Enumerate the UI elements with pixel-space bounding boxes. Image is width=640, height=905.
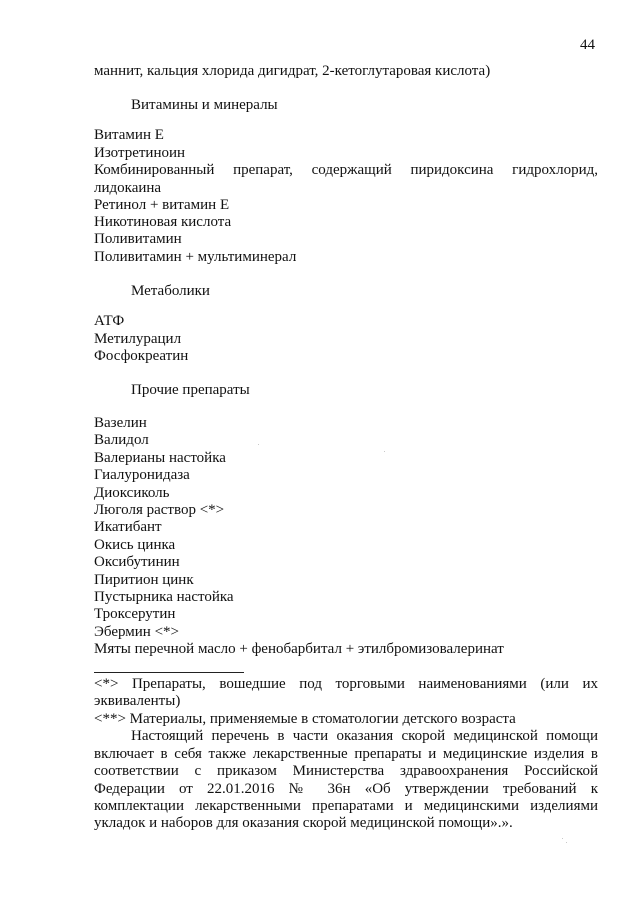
list-item: Пиритион цинк	[94, 572, 194, 588]
section-heading-other: Прочие препараты	[131, 382, 250, 398]
list-item: Валерианы настойка	[94, 450, 226, 466]
list-item: Пустырника настойка	[94, 589, 234, 605]
closing-paragraph-line: соответствии с приказом Министерства здравоохранения Российской	[94, 763, 598, 779]
closing-paragraph-line: Настоящий перечень в части оказания скорой медицинской помощи	[131, 728, 598, 744]
list-item: Вазелин	[94, 415, 147, 431]
list-item: Метилурацил	[94, 331, 182, 347]
list-item: Гиалуронидаза	[94, 467, 190, 483]
list-item: Никотиновая кислота	[94, 214, 232, 230]
section-heading-vitamins: Витамины и минералы	[131, 97, 278, 113]
section-heading-metabolics: Метаболики	[131, 283, 210, 299]
list-item: лидокаина	[94, 180, 162, 196]
page-number: 44	[580, 37, 595, 53]
list-item: Фосфокреатин	[94, 348, 189, 364]
intro-line: маннит, кальция хлорида дигидрат, 2-кетоглутаровая кислота)	[94, 63, 491, 79]
scan-speck	[384, 451, 385, 452]
list-item: Окись цинка	[94, 537, 176, 553]
closing-paragraph-line: комплектации лекарственными препаратами и медицинскими изделиями	[94, 798, 598, 814]
list-item: АТФ	[94, 313, 125, 329]
list-item: Изотретиноин	[94, 145, 186, 161]
list-item: Комбинированный препарат, содержащий пиридоксина гидрохлорид,	[94, 162, 598, 178]
list-item: Люголя раствор <*>	[94, 502, 225, 518]
list-item: Поливитамин + мультиминерал	[94, 249, 297, 265]
list-item: Оксибутинин	[94, 554, 180, 570]
list-item: Поливитамин	[94, 231, 182, 247]
footnote-1: <*> Препараты, вошедшие под торговыми наименованиями (или их	[94, 676, 598, 692]
footnote-1-continuation: эквиваленты)	[94, 693, 181, 709]
footnote-2: <**> Материалы, применяемые в стоматологии детского возраста	[94, 711, 516, 727]
list-item: Троксерутин	[94, 606, 176, 622]
closing-paragraph-line: укладок и наборов для оказания скорой медицинской помощи».».	[94, 815, 513, 831]
list-item: Витамин Е	[94, 127, 164, 143]
list-item: Ретинол + витамин Е	[94, 197, 230, 213]
scan-speck	[258, 444, 259, 445]
scan-speck	[566, 842, 567, 843]
closing-paragraph-line: включает в себя также лекарственные препараты и медицинские изделия в	[94, 746, 598, 762]
list-item: Валидол	[94, 432, 149, 448]
list-item: Эбермин <*>	[94, 624, 179, 640]
closing-paragraph-line: Федерации от 22.01.2016 № 36н «Об утверждении требований к	[94, 781, 598, 797]
list-item: Диоксиколь	[94, 485, 170, 501]
list-item: Мяты перечной масло + фенобарбитал + этилбромизовалеринат	[94, 641, 504, 657]
footnote-divider	[94, 672, 244, 673]
scan-speck	[562, 838, 563, 839]
list-item: Икатибант	[94, 519, 162, 535]
